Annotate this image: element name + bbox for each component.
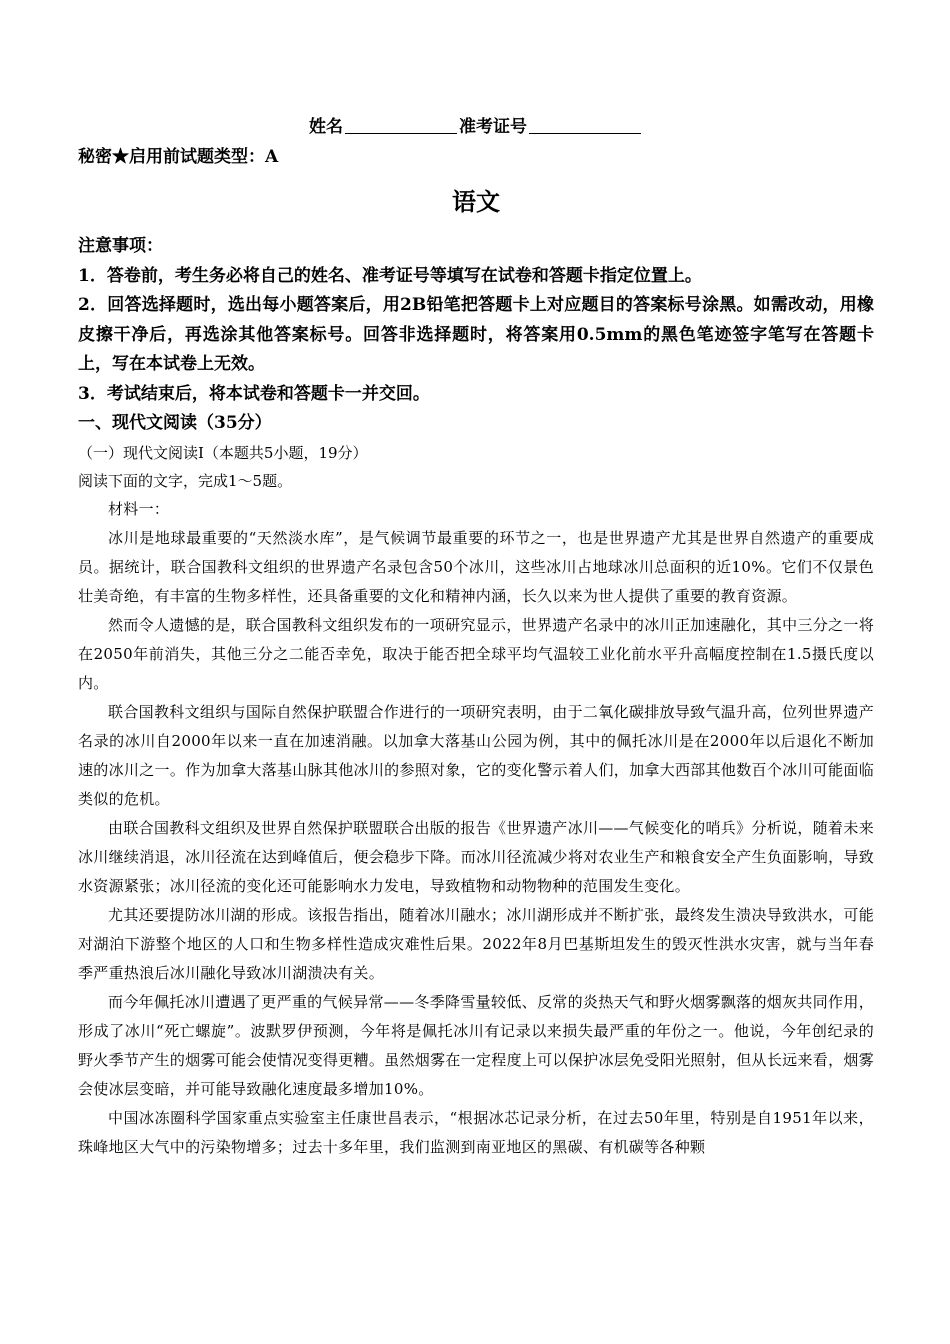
passage-paragraph: 尤其还要提防冰川湖的形成。该报告指出，随着冰川融水；冰川湖形成并不断扩张，最终发生溃决导致洪水，可能对湖泊下游整个地区的人口和生物多样性造成灾难性后果。2022年8月巴基斯坦发生的毁灭性洪水灾害，就与当年春季严重热浪后冰川融化导致冰川湖溃决有关。 [78, 905, 874, 982]
passage-paragraph: 而今年佩托冰川遭遇了更严重的气候异常——冬季降雪量较低、反常的炎热天气和野火烟雾飘落的烟灰共同作用，形成了冰川“死亡螺旋”。波默罗伊预测，今年将是佩托冰川有记录以来损失最严重的年份之一。他说，今年创纪录的野火季节产生的烟雾可能会使情况变得更糟。虽然烟雾在一定程度上可以保护冰层免受阳光照射，但从长远来看，烟雾会使冰层变暗，并可能导致融化速度最多增加10%。 [78, 992, 874, 1098]
secret-line: 秘密★启用前试题类型：A [78, 147, 279, 167]
exam-id-blank [529, 115, 641, 134]
material-label: 材料一： [108, 499, 170, 518]
passage-paragraph: 中国冰冻圈科学国家重点实验室主任康世昌表示，“根据冰芯记录分析，在过去50年里，特别是自1951年以来，珠峰地区大气中的污染物增多；过去十多年里，我们监测到南亚地区的黑碳、有机碳等各种颗 [78, 1108, 874, 1156]
passage-paragraph: 冰川是地球最重要的“天然淡水库”，是气候调节最重要的环节之一，也是世界遗产尤其是世界自然遗产的重要成员。据统计，联合国教科文组织的世界遗产名录包含50个冰川，这些冰川占地球冰川总面积的近10%。它们不仅景色壮美奇绝，有丰富的生物多样性，还具备重要的文化和精神内涵，长久以来为世人提供了重要的教育资源。 [78, 528, 874, 605]
notice-item-1: 1．答卷前，考生务必将自己的姓名、准考证号等填写在试卷和答题卡指定位置上。 [78, 265, 702, 286]
notice-heading: 注意事项： [78, 236, 163, 256]
notice-item-2: 2．回答选择题时，选出每小题答案后，用2B铅笔把答题卡上对应题目的答案标号涂黑。如需改动，用橡皮擦干净后，再选涂其他答案标号。回答非选择题时，将答案用0.5mm的黑色笔迹签字笔写在答题卡上，写在本试卷上无效。 [78, 295, 874, 374]
candidate-info-line [78, 112, 874, 142]
passage-paragraph: 然而令人遗憾的是，联合国教科文组织发布的一项研究显示，世界遗产名录中的冰川正加速融化，其中三分之一将在2050年前消失，其他三分之二能否幸免，取决于能否把全球平均气温较工业化前水平升高幅度控制在1.5摄氏度以内。 [78, 615, 874, 692]
reading-instruction: 阅读下面的文字，完成1～5题。 [78, 471, 293, 490]
passage-paragraph: 联合国教科文组织与国际自然保护联盟合作进行的一项研究表明，由于二氧化碳排放导致气温升高，位列世界遗产名录的冰川自2000年以来一直在加速消融。以加拿大落基山公园为例，其中的佩托冰川是在2000年以后退化不断加速的冰川之一。作为加拿大落基山脉其他冰川的参照对象，它的变化警示着人们，加拿大西部其他数百个冰川可能面临类似的危机。 [78, 702, 874, 808]
subsection-heading: （一）现代文阅读Ⅰ（本题共5小题，19分） [78, 443, 368, 462]
name-label: 姓名 [309, 117, 343, 137]
section-heading: 一、现代文阅读（35分） [78, 413, 272, 433]
name-blank [345, 115, 457, 134]
notice-item-3: 3．考试结束后，将本试卷和答题卡一并交回。 [78, 383, 430, 404]
page-title: 语文 [452, 187, 500, 216]
exam-page [78, 112, 874, 1162]
exam-id-label: 准考证号 [459, 117, 527, 137]
passage-paragraph: 由联合国教科文组织及世界自然保护联盟联合出版的报告《世界遗产冰川——气候变化的哨兵》分析说，随着未来冰川继续消退，冰川径流在达到峰值后，便会稳步下降。而冰川径流减少将对农业生产和粮食安全产生负面影响，导致水资源紧张；冰川径流的变化还可能影响水力发电，导致植物和动物物种的范围发生变化。 [78, 818, 874, 895]
